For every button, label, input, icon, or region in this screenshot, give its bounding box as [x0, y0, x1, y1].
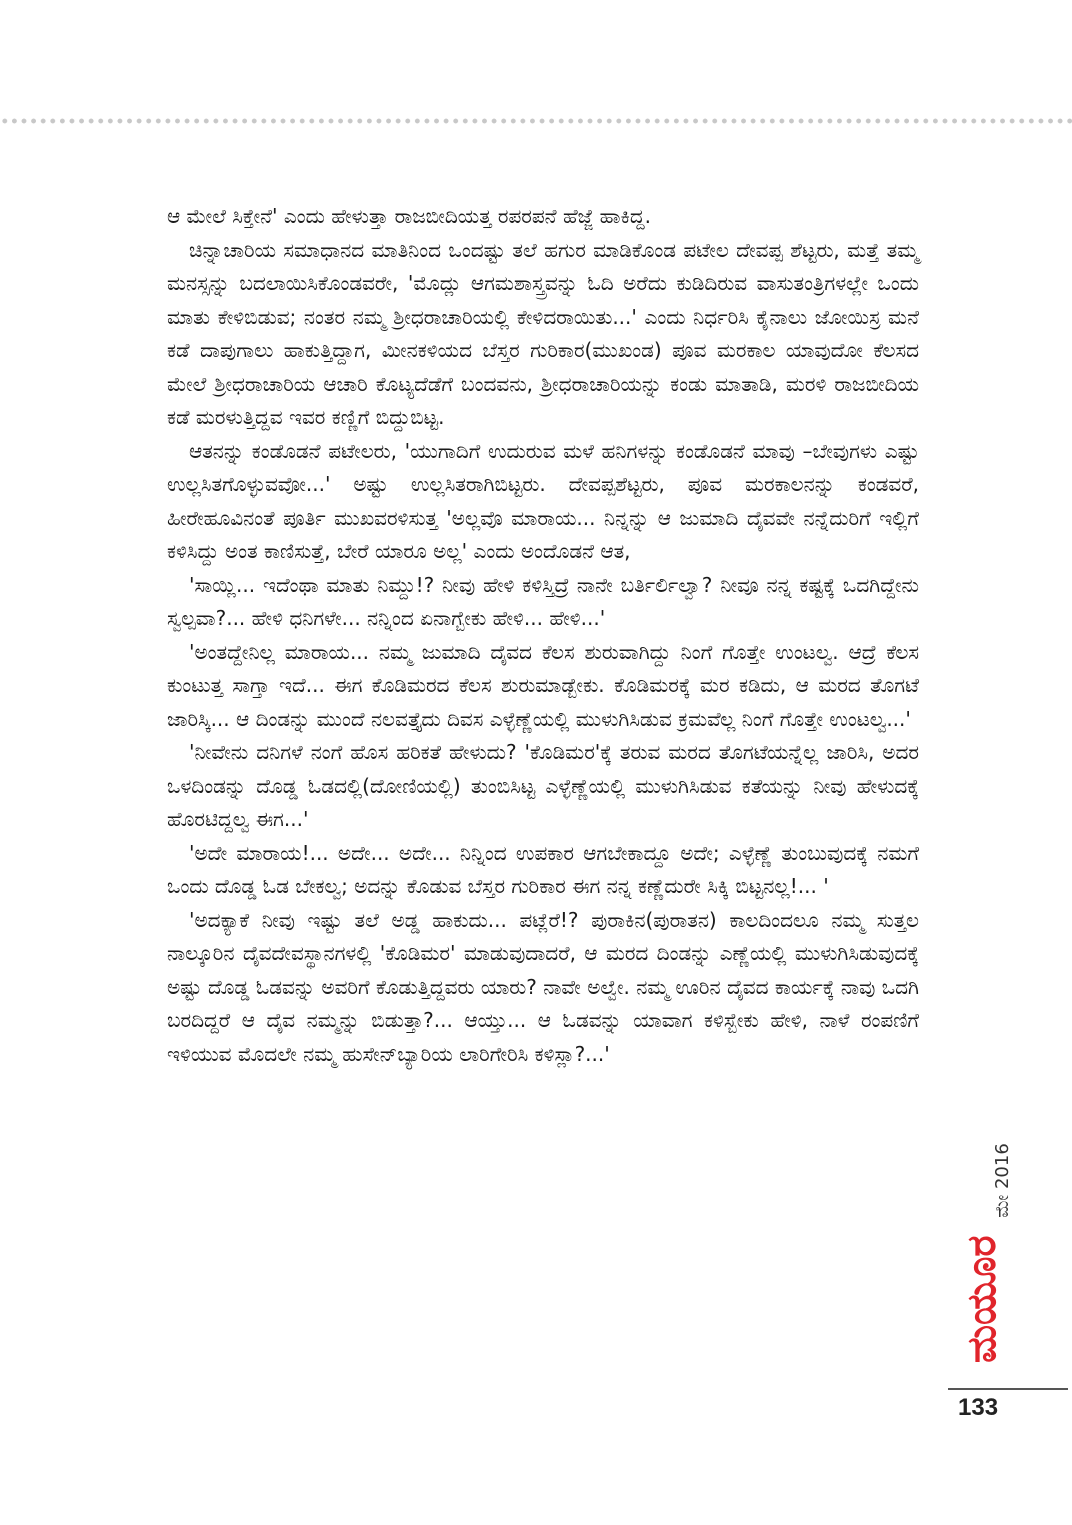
paragraph: 'ಅಂತದ್ದೇನಿಲ್ಲ ಮಾರಾಯ... ನಮ್ಮ ಜುಮಾದಿ ದೈವದ ಕೆಲಸ ಶುರುವಾಗಿದ್ದು ನಿಂಗೆ ಗೊತ್ತೇ ಉಂಟಲ್ವ. ಆದ್ರೆ ಕೆಲಸ ಕುಂಟುತ್ತ ಸಾಗ್ತಾ ಇದೆ... ಈಗ ಕೊಡಿಮರದ ಕೆಲಸ ಶುರುಮಾಡ್ಬೇಕು. ಕೊಡಿಮರಕ್ಕೆ ಮರ ಕಡಿದು, ಆ ಮರದ ತೊಗಟೆ ಜಾರಿಸ್ಕಿ... ಆ ದಿಂಡನ್ನು ಮುಂದೆ ನಲವತ್ತೈದು ದಿವಸ ಎಳ್ಳೆಣ್ಣೆಯಲ್ಲಿ ಮುಳುಗಿಸಿಡುವ ಕ್ರಮವೆಲ್ಲ ನಿಂಗೆ ಗೊತ್ತೇ ಉಂಟಲ್ವ...': [167, 639, 919, 731]
paragraph: 'ಅದೇ ಮಾರಾಯ!... ಅದೇ... ಅದೇ... ನಿನ್ನಿಂದ ಉಪಕಾರ ಆಗಬೇಕಾದ್ದೂ ಅದೇ; ಎಳ್ಳೆಣ್ಣೆ ತುಂಬುವುದಕ್ಕೆ ನಮಗೆ ಒಂದು ದೊಡ್ಡ ಓಡ ಬೇಕಲ್ವ; ಅದನ್ನು ಕೊಡುವ ಬೆಸ್ತರ ಗುರಿಕಾರ ಈಗ ನನ್ನ ಕಣ್ಣೆದುರೇ ಸಿಕ್ಕಿ ಬಿಟ್ಟನಲ್ಲ!... ': [167, 840, 919, 898]
dotted-header-rule: [0, 118, 1072, 124]
article-body: [167, 200, 919, 1071]
magazine-logo: ಮಯೂರ: [959, 1235, 1005, 1363]
page-number-rule: [948, 1388, 1068, 1390]
paragraph: ಚಿನ್ನಾಚಾರಿಯ ಸಮಾಧಾನದ ಮಾತಿನಿಂದ ಒಂದಷ್ಟು ತಲೆ ಹಗುರ ಮಾಡಿಕೊಂಡ ಪಟೇಲ ದೇವಪ್ಪ ಶೆಟ್ಟರು, ಮತ್ತೆ ತಮ್ಮ ಮನಸ್ಸನ್ನು ಬದಲಾಯಿಸಿಕೊಂಡವರೇ, 'ಮೊದ್ಲು ಆಗಮಶಾಸ್ತ್ರವನ್ನು ಓದಿ ಅರೆದು ಕುಡಿದಿರುವ ವಾಸುತಂತ್ರಿಗಳಲ್ಲೇ ಒಂದು ಮಾತು ಕೇಳಿಬಿಡುವ; ನಂತರ ನಮ್ಮ ಶ್ರೀಧರಾಚಾರಿಯಲ್ಲಿ ಕೇಳಿದರಾಯಿತು...' ಎಂದು ನಿರ್ಧರಿಸಿ ಕೈನಾಲು ಜೋಯಿಸ್ರ ಮನೆ ಕಡೆ ದಾಪುಗಾಲು ಹಾಕುತ್ತಿದ್ದಾಗ, ಮೀನಕಳಿಯದ ಬೆಸ್ತರ ಗುರಿಕಾರ(ಮುಖಂಡ) ಪೂವ ಮರಕಾಲ ಯಾವುದೋ ಕೆಲಸದ ಮೇಲೆ ಶ್ರೀಧರಾಚಾರಿಯ ಆಚಾರಿ ಕೊಟ್ಯದೆಡೆಗೆ ಬಂದವನು, ಶ್ರೀಧರಾಚಾರಿಯನ್ನು ಕಂಡು ಮಾತಾಡಿ, ಮರಳಿ ರಾಜಬೀದಿಯ ಕಡೆ ಮರಳುತ್ತಿದ್ದವ ಇವರ ಕಣ್ಣಿಗೆ ಬಿದ್ದುಬಿಟ್ಟ.: [167, 237, 919, 429]
paragraph: ಆ ಮೇಲೆ ಸಿಕ್ತೇನೆ' ಎಂದು ಹೇಳುತ್ತಾ ರಾಜಬೀದಿಯತ್ತ ರಪರಪನೆ ಹೆಜ್ಜೆ ಹಾಕಿದ್ದ.: [167, 204, 651, 228]
paragraph: ಆತನನ್ನು ಕಂಡೊಡನೆ ಪಟೇಲರು, 'ಯುಗಾದಿಗೆ ಉದುರುವ ಮಳೆ ಹನಿಗಳನ್ನು ಕಂಡೊಡನೆ ಮಾವು –ಬೇವುಗಳು ಎಷ್ಟು ಉಲ್ಲಸಿತಗೊಳ್ಳುವವೋ...' ಅಷ್ಟು ಉಲ್ಲಸಿತರಾಗಿಬಿಟ್ಟರು. ದೇವಪ್ಪಶೆಟ್ಟರು, ಪೂವ ಮರಕಾಲನನ್ನು ಕಂಡವರೆ, ಹೀರೇಹೂವಿನಂತೆ ಪೂರ್ತಿ ಮುಖವರಳಿಸುತ್ತ 'ಅಲ್ಲವೊ ಮಾರಾಯ... ನಿನ್ನನ್ನು ಆ ಜುಮಾದಿ ದೈವವೇ ನನ್ನೆದುರಿಗೆ ಇಲ್ಲಿಗೆ ಕಳಿಸಿದ್ದು ಅಂತ ಕಾಣಿಸುತ್ತೆ, ಬೇರೆ ಯಾರೂ ಅಲ್ಲ' ಎಂದು ಅಂದೊಡನೆ ಆತ,: [167, 438, 919, 563]
paragraph: 'ಅದಕ್ಯಾಕೆ ನೀವು ಇಷ್ಟು ತಲೆ ಅಡ್ಡ ಹಾಕುದು... ಪಟ್ಲೆರೆ!? ಪುರಾಕಿನ(ಪುರಾತನ) ಕಾಲದಿಂದಲೂ ನಮ್ಮ ಸುತ್ತಲ ನಾಲ್ಕೂರಿನ ದೈವದೇವಸ್ಥಾನಗಳಲ್ಲಿ 'ಕೊಡಿಮರ' ಮಾಡುವುದಾದರೆ, ಆ ಮರದ ದಿಂಡನ್ನು ಎಣ್ಣೆಯಲ್ಲಿ ಮುಳುಗಿಸಿಡುವುದಕ್ಕೆ ಅಷ್ಟು ದೊಡ್ಡ ಓಡವನ್ನು ಅವರಿಗೆ ಕೊಡುತ್ತಿದ್ದವರು ಯಾರು? ನಾವೇ ಅಲ್ವೇ. ನಮ್ಮ ಊರಿನ ದೈವದ ಕಾರ್ಯಕ್ಕೆ ನಾವು ಒದಗಿ ಬರದಿದ್ದರೆ ಆ ದೈವ ನಮ್ಮನ್ನು ಬಿಡುತ್ತಾ?... ಆಯ್ತು... ಆ ಓಡವನ್ನು ಯಾವಾಗ ಕಳಿಸ್ಬೇಕು ಹೇಳಿ, ನಾಳೆ ರಂಪಣಿಗೆ ಇಳಿಯುವ ಮೊದಲೇ ನಮ್ಮ ಹುಸೇನ್‌ಬ್ಯಾರಿಯ ಲಾರಿಗೇರಿಸಿ ಕಳಿಸ್ಲಾ?...': [167, 907, 919, 1066]
page-number: 133: [958, 1394, 999, 1421]
paragraph: 'ನೀವೇನು ದನಿಗಳೆ ನಂಗೆ ಹೊಸ ಹರಿಕತೆ ಹೇಳುದು? 'ಕೊಡಿಮರ'ಕ್ಕೆ ತರುವ ಮರದ ತೊಗಟೆಯನ್ನೆಲ್ಲ ಜಾರಿಸಿ, ಅದರ ಒಳದಿಂಡನ್ನು ದೊಡ್ಡ ಓಡದಲ್ಲಿ(ದೋಣಿಯಲ್ಲಿ) ತುಂಬಿಸಿಟ್ಟ ಎಳ್ಳೆಣ್ಣೆಯಲ್ಲಿ ಮುಳುಗಿಸಿಡುವ ಕತೆಯನ್ನು ನೀವು ಹೇಳುದಕ್ಕೆ ಹೊರಟಿದ್ದಲ್ವ ಈಗ...': [167, 740, 919, 831]
issue-date: ಮೇ 2016: [991, 1143, 1013, 1218]
paragraph: 'ಸಾಯ್ಲಿ... ಇದೆಂಥಾ ಮಾತು ನಿಮ್ದು!? ನೀವು ಹೇಳಿ ಕಳಿಸ್ತಿದ್ರೆ ನಾನೇ ಬರ್ತಿರ್ಲಿಲ್ವಾ? ನೀವೂ ನನ್ನ ಕಷ್ಟಕ್ಕೆ ಒದಗಿದ್ದೇನು ಸ್ವಲ್ಪವಾ?... ಹೇಳಿ ಧನಿಗಳೇ... ನನ್ನಿಂದ ಏನಾಗ್ಬೇಕು ಹೇಳಿ... ಹೇಳಿ...': [167, 572, 919, 630]
